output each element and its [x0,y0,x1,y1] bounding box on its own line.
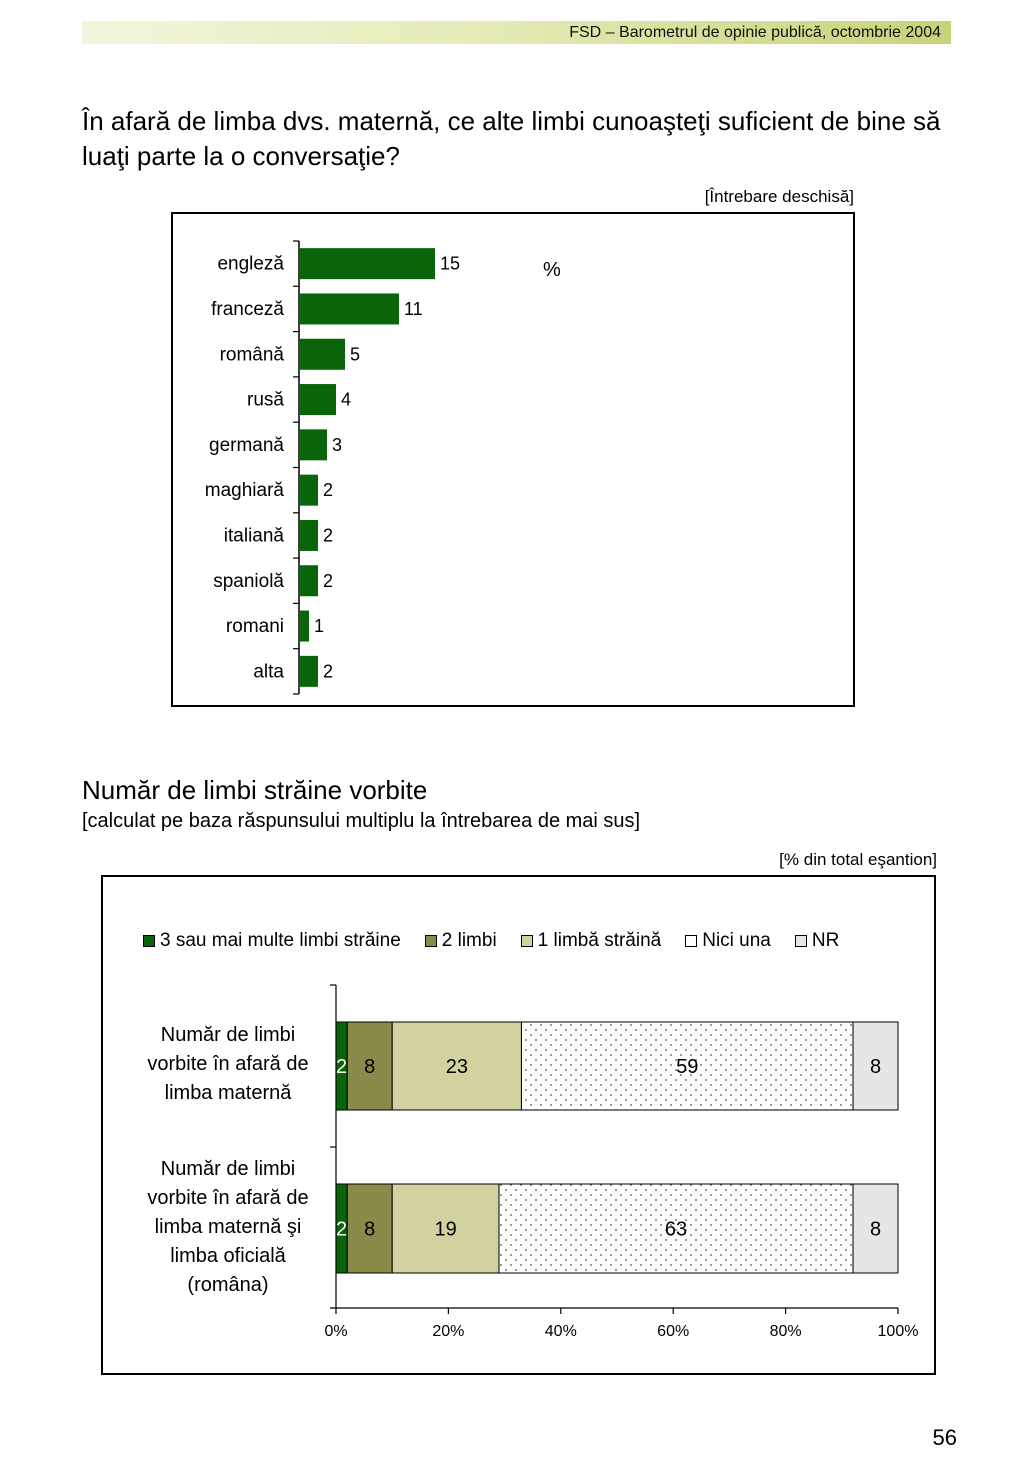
chart-1-bar [300,520,318,551]
chart-1-category-label: maghiară [204,480,284,502]
page-number: 56 [932,1425,957,1450]
chart-1-category-label: franceză [211,298,284,320]
chart-2-data-label: 59 [676,1056,699,1078]
chart-2-data-label: 2 [336,1056,348,1078]
chart-2-x-tick-label: 40% [544,1323,577,1340]
question-1-note: [Întrebare deschisă] [704,187,854,206]
chart-1-bar [300,565,318,596]
chart-2-legend-label: 2 limbi [441,930,497,951]
chart-1-data-label: 4 [341,389,352,410]
section-2-title: Număr de limbi străine vorbite [82,775,428,805]
chart-2-row-label-line: Număr de limbi [160,1024,296,1046]
chart-1-bar [300,293,399,324]
section-2-note: [% din total eşantion] [779,850,937,869]
chart-2-x-tick-label: 0% [324,1323,348,1340]
chart-2-data-label: 8 [364,1056,376,1078]
chart-2-legend-label: Nici una [702,930,771,951]
header-text: FSD – Barometrul de opinie publică, octombrie 2004 [569,24,941,41]
chart-1-data-label: 15 [440,253,461,274]
section-2-subtitle: [calculat pe baza răspunsului multiplu la întrebarea de mai sus] [82,810,641,832]
chart-1-category-label: romani [225,616,284,638]
question-1-text: În afară de limba dvs. maternă, ce alte limbi cunoaşteţi suficient de bine să luaţi parte la o conversaţie? [82,106,941,171]
chart-2-row-label-line: limba maternă [164,1082,292,1104]
chart-1-category-label: spaniolă [213,570,284,592]
chart-1-bar [300,475,318,506]
chart-1-category-label: italiană [223,525,284,547]
chart-2-legend-label: 3 sau mai multe limbi străine [160,930,401,951]
chart-2-data-label: 19 [434,1218,457,1241]
chart-2-data-label: 23 [445,1056,468,1078]
chart-2-x-tick-label: 100% [877,1323,919,1340]
chart-2-row-label-line: (româna) [187,1274,269,1296]
chart-1-data-label: 2 [323,480,334,501]
chart-1-category-label: engleză [217,253,284,275]
chart-2-data-label: 8 [869,1056,882,1078]
chart-1-bar [300,611,309,642]
chart-2-data-label: 8 [364,1218,376,1241]
chart-1-data-label: 5 [350,344,361,365]
chart-1-data-label: 2 [323,661,334,682]
chart-2-row-label-line: Număr de limbi [160,1158,296,1180]
chart-2-legend-label: 1 limbă străină [537,930,662,951]
chart-1-bar [300,339,345,370]
chart-1-data-label: 2 [323,570,334,591]
chart-2-legend-label: NR [811,930,840,951]
chart-2-frame [101,875,936,1375]
chart-2-x-tick-label: 20% [432,1323,465,1340]
chart-1-category-label: alta [253,661,284,683]
chart-1-bar [300,429,327,460]
chart-1-category-label: rusă [247,389,284,411]
chart-2-data-label: 63 [664,1218,688,1241]
chart-2 [103,877,934,1373]
chart-1-data-label: 3 [332,434,343,455]
chart-1-category-label: germană [209,434,284,456]
chart-1-data-label: 2 [323,525,334,546]
chart-2-row-label-line: vorbite în afară de [147,1187,309,1209]
chart-2-row-label-line: limba oficială [170,1245,286,1267]
chart-1-bar [300,384,336,415]
chart-2-row-label-line: limba maternă şi [154,1216,302,1238]
chart-1-bar [300,248,435,279]
chart-1 [173,214,853,705]
chart-2-data-label: 8 [869,1218,882,1241]
chart-1-frame [171,212,855,707]
chart-1-data-label: 11 [404,298,423,319]
chart-2-data-label: 2 [336,1218,348,1241]
chart-1-unit-label: % [543,259,561,281]
chart-1-data-label: 1 [314,616,325,637]
chart-1-bar [300,656,318,687]
chart-2-row-label-line: vorbite în afară de [147,1053,309,1075]
chart-2-x-tick-label: 60% [657,1323,690,1340]
chart-1-category-label: română [219,344,284,366]
chart-2-x-tick-label: 80% [769,1323,802,1340]
